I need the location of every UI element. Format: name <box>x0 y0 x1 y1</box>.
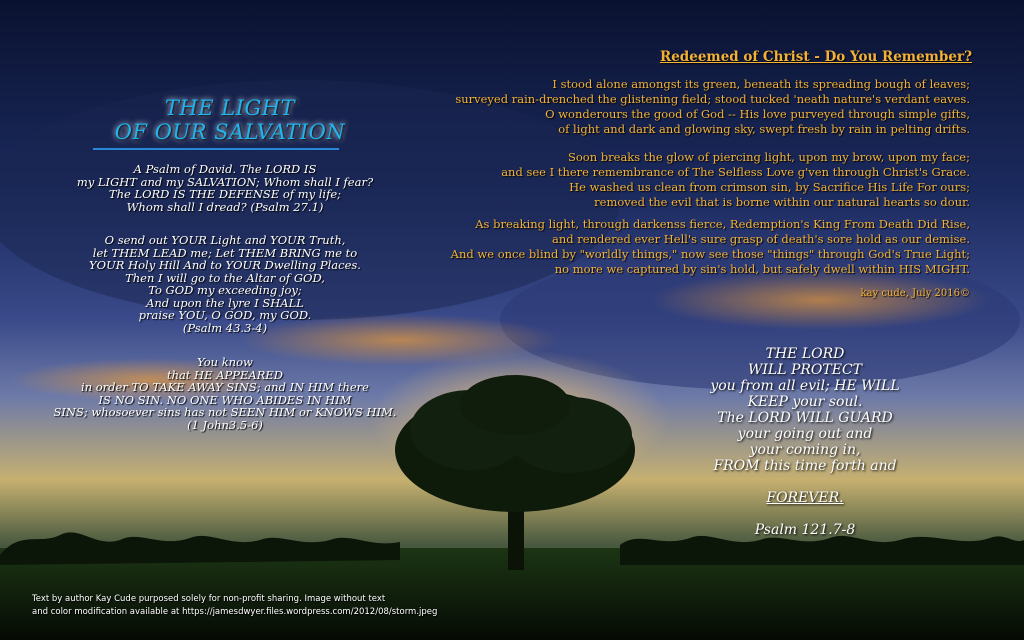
psalm-121-forever: FOREVER. <box>766 490 844 506</box>
john-passage: You know that HE APPEARED in order TO TAKE AWAY SINS; and IN HIM there IS NO SIN. NO ONE WHO ABIDES IN HIM SINS; whosoever sins has not SEEN HIM or KNOWS HIM. (1 John3.5-6) <box>53 355 397 432</box>
poem-stanza-2: Soon breaks the glow of piercing light, upon my brow, upon my face; and see I there remembrance of The Selfless Love g'ven through Christ's Grace. He washed us clean from crimson sin, by Sacrifice His Life For ours; removed the evil that is borne within our natural hearts so dour. <box>501 150 970 209</box>
psalm-121-reference: Psalm 121.7-8 <box>754 522 856 538</box>
left-title-line2: OF OUR SALVATION <box>114 120 346 144</box>
psalm-43-passage: O send out YOUR Light and YOUR Truth, let THEM LEAD me; Let THEM BRING me to YOUR Holy Hill And to YOUR Dwelling Places. Then I will go to the Altar of GOD, To GOD my exceeding joy; And upon the lyre I SHALL praise YOU, O GOD, my GOD. (Psalm 43.3-4) <box>89 233 361 335</box>
image-credit: Text by author Kay Cude purposed solely for non-profit sharing. Image without text and color modification available at https://jamesdwyer.files.wordpress.com/2012/08/storm.jpeg <box>32 594 438 617</box>
title-underline <box>93 148 339 150</box>
left-title-line1: THE LIGHT <box>164 96 296 120</box>
poem-title: Redeemed of Christ - Do You Remember? <box>659 49 972 65</box>
left-title <box>60 96 400 144</box>
poem-stanza-1: I stood alone amongst its green, beneath its spreading bough of leaves; surveyed rain-drenched the glistening field; stood tucked 'neath nature's verdant eaves. O wonderours the good of God -- His love purveyed through simple gifts, of light and dark and glowing sky, swept fresh by rain in pelting drifts. <box>455 77 970 136</box>
psalm-121-passage <box>640 330 970 554</box>
psalm-121-lines: THE LORD WILL PROTECT you from all evil; HE WILL KEEP your soul. The LORD WILL GUARD your going out and your coming in, FROM this time forth and <box>710 346 900 474</box>
poem-stanza-3: As breaking light, through darkenss fierce, Redemption's King From Death Did Rise, and rendered ever Hell's sure grasp of death's sore hold as our demise. And we once blind by "worldly things," now see those "things" through God's True Light; no more we captured by sin's hold, but safely dwell within HIS MIGHT. <box>450 217 970 276</box>
poem-signature: kay cude, July 2016© <box>860 288 970 299</box>
psalm-27-passage: A Psalm of David. The LORD IS my LIGHT and my SALVATION; Whom shall I fear? The LORD IS THE DEFENSE of my life; Whom shall I dread? (Psalm 27.1) <box>76 162 374 214</box>
